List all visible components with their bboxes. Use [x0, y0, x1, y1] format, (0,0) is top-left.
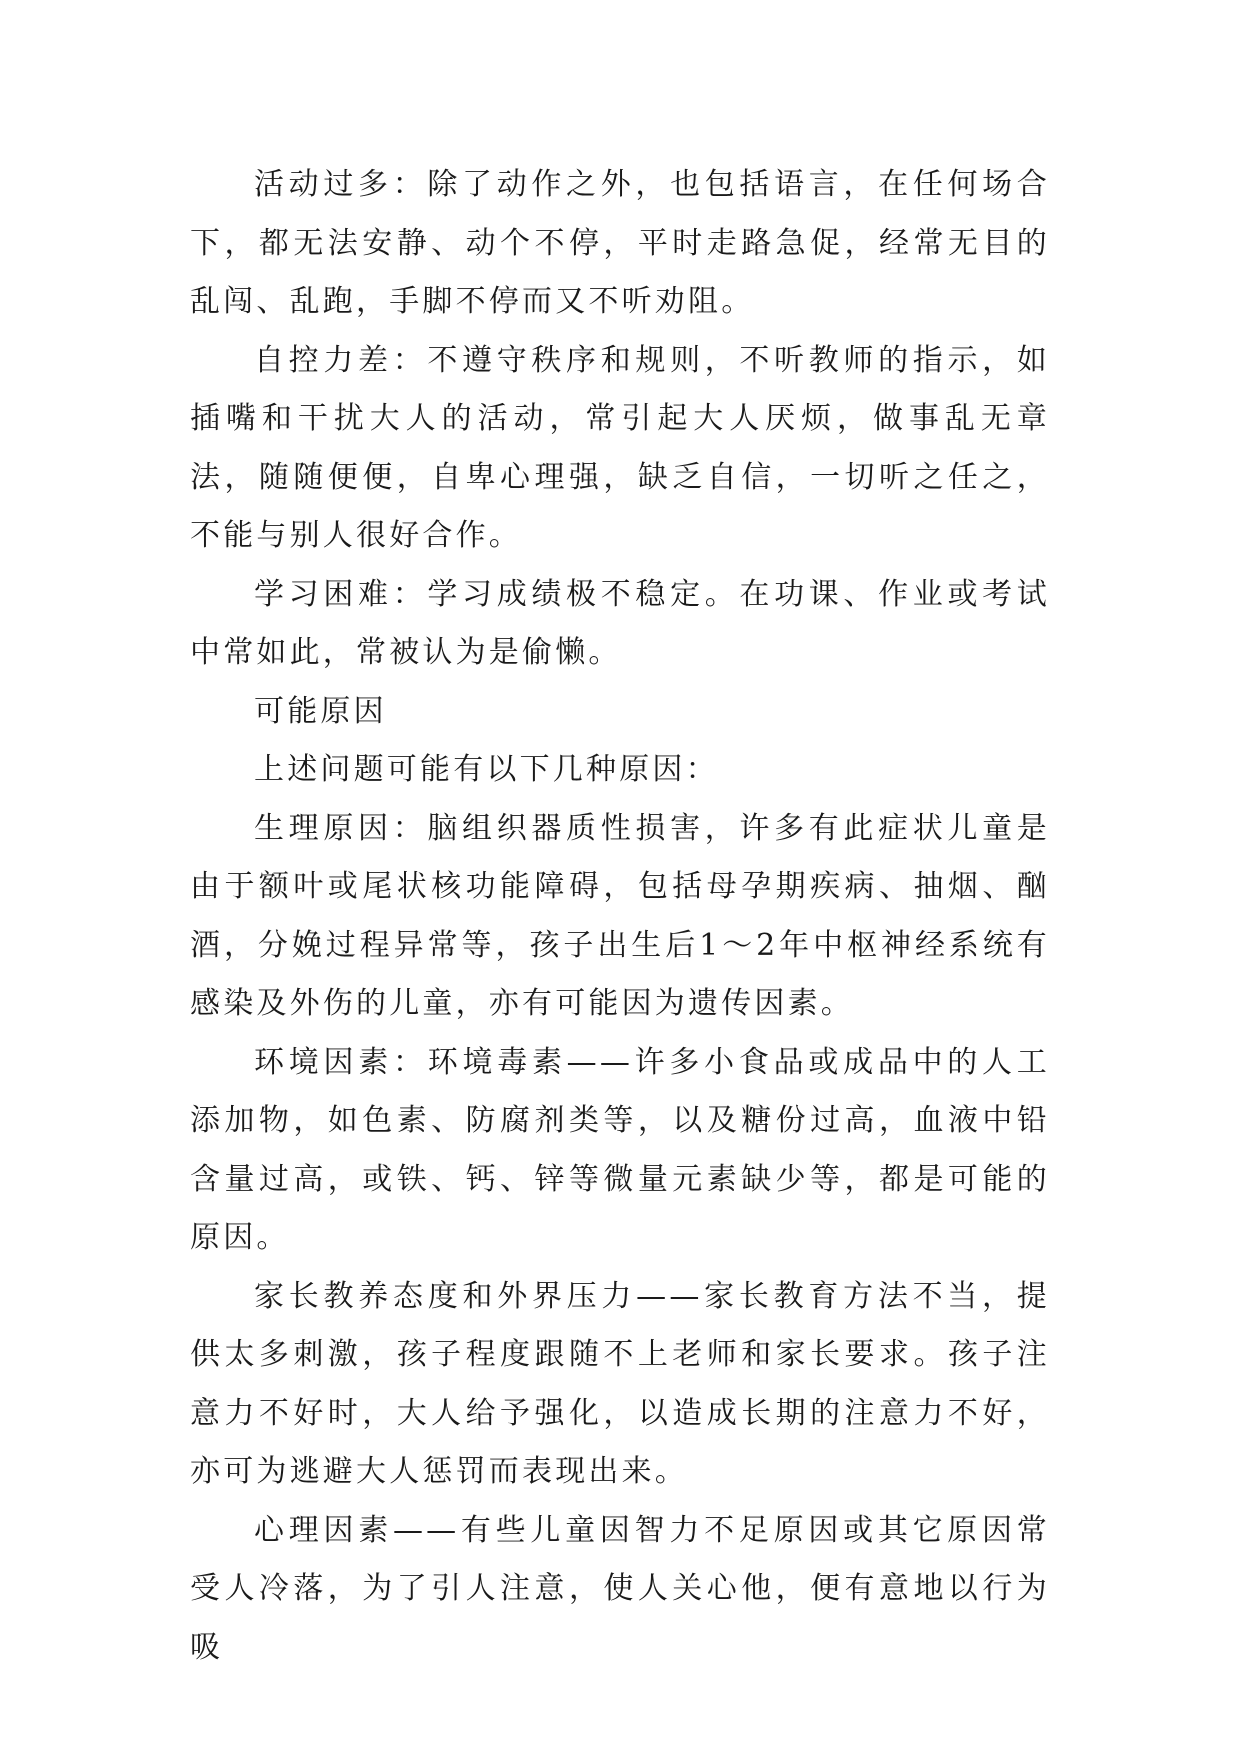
- document-body: [190, 156, 1050, 1677]
- paragraph-learning-difficulty: 学习困难：学习成绩极不稳定。在功课、作业或考试中常如此，常被认为是偷懒。: [190, 576, 1050, 670]
- section-heading-possible-causes: 可能原因: [254, 693, 387, 729]
- paragraph-environmental-factors: 环境因素：环境毒素——许多小食品或成品中的人工添加物，如色素、防腐剂类等，以及糖份过高，血液中铅含量过高，或铁、钙、锌等微量元素缺少等，都是可能的原因。: [190, 1044, 1050, 1255]
- paragraph-hyperactivity: 活动过多：除了动作之外，也包括语言，在任何场合下，都无法安静、动个不停，平时走路急促，经常无目的乱闯、乱跑，手脚不停而又不听劝阻。: [190, 167, 1050, 319]
- paragraph-self-control: 自控力差：不遵守秩序和规则，不听教师的指示，如插嘴和干扰大人的活动，常引起大人厌烦，做事乱无章法，随随便便，自卑心理强，缺乏自信，一切听之任之，不能与别人很好合作。: [190, 342, 1050, 553]
- paragraph-psychological-factors: 心理因素——有些儿童因智力不足原因或其它原因常受人冷落，为了引人注意，使人关心他，便有意地以行为吸: [190, 1512, 1050, 1665]
- paragraph-parenting-pressure: 家长教养态度和外界压力——家长教育方法不当，提供太多刺激，孩子程度跟随不上老师和家长要求。孩子注意力不好时，大人给予强化，以造成长期的注意力不好，亦可为逃避大人惩罚而表现出来。: [190, 1278, 1050, 1489]
- paragraph-physiological-causes: 生理原因：脑组织器质性损害，许多有此症状儿童是由于额叶或尾状核功能障碍，包括母孕期疾病、抽烟、酗酒，分娩过程异常等，孩子出生后1～2年中枢神经系统有感染及外伤的儿童，亦有可能因为遗传因素。: [190, 810, 1050, 1021]
- paragraph-causes-intro: 上述问题可能有以下几种原因：: [254, 752, 719, 787]
